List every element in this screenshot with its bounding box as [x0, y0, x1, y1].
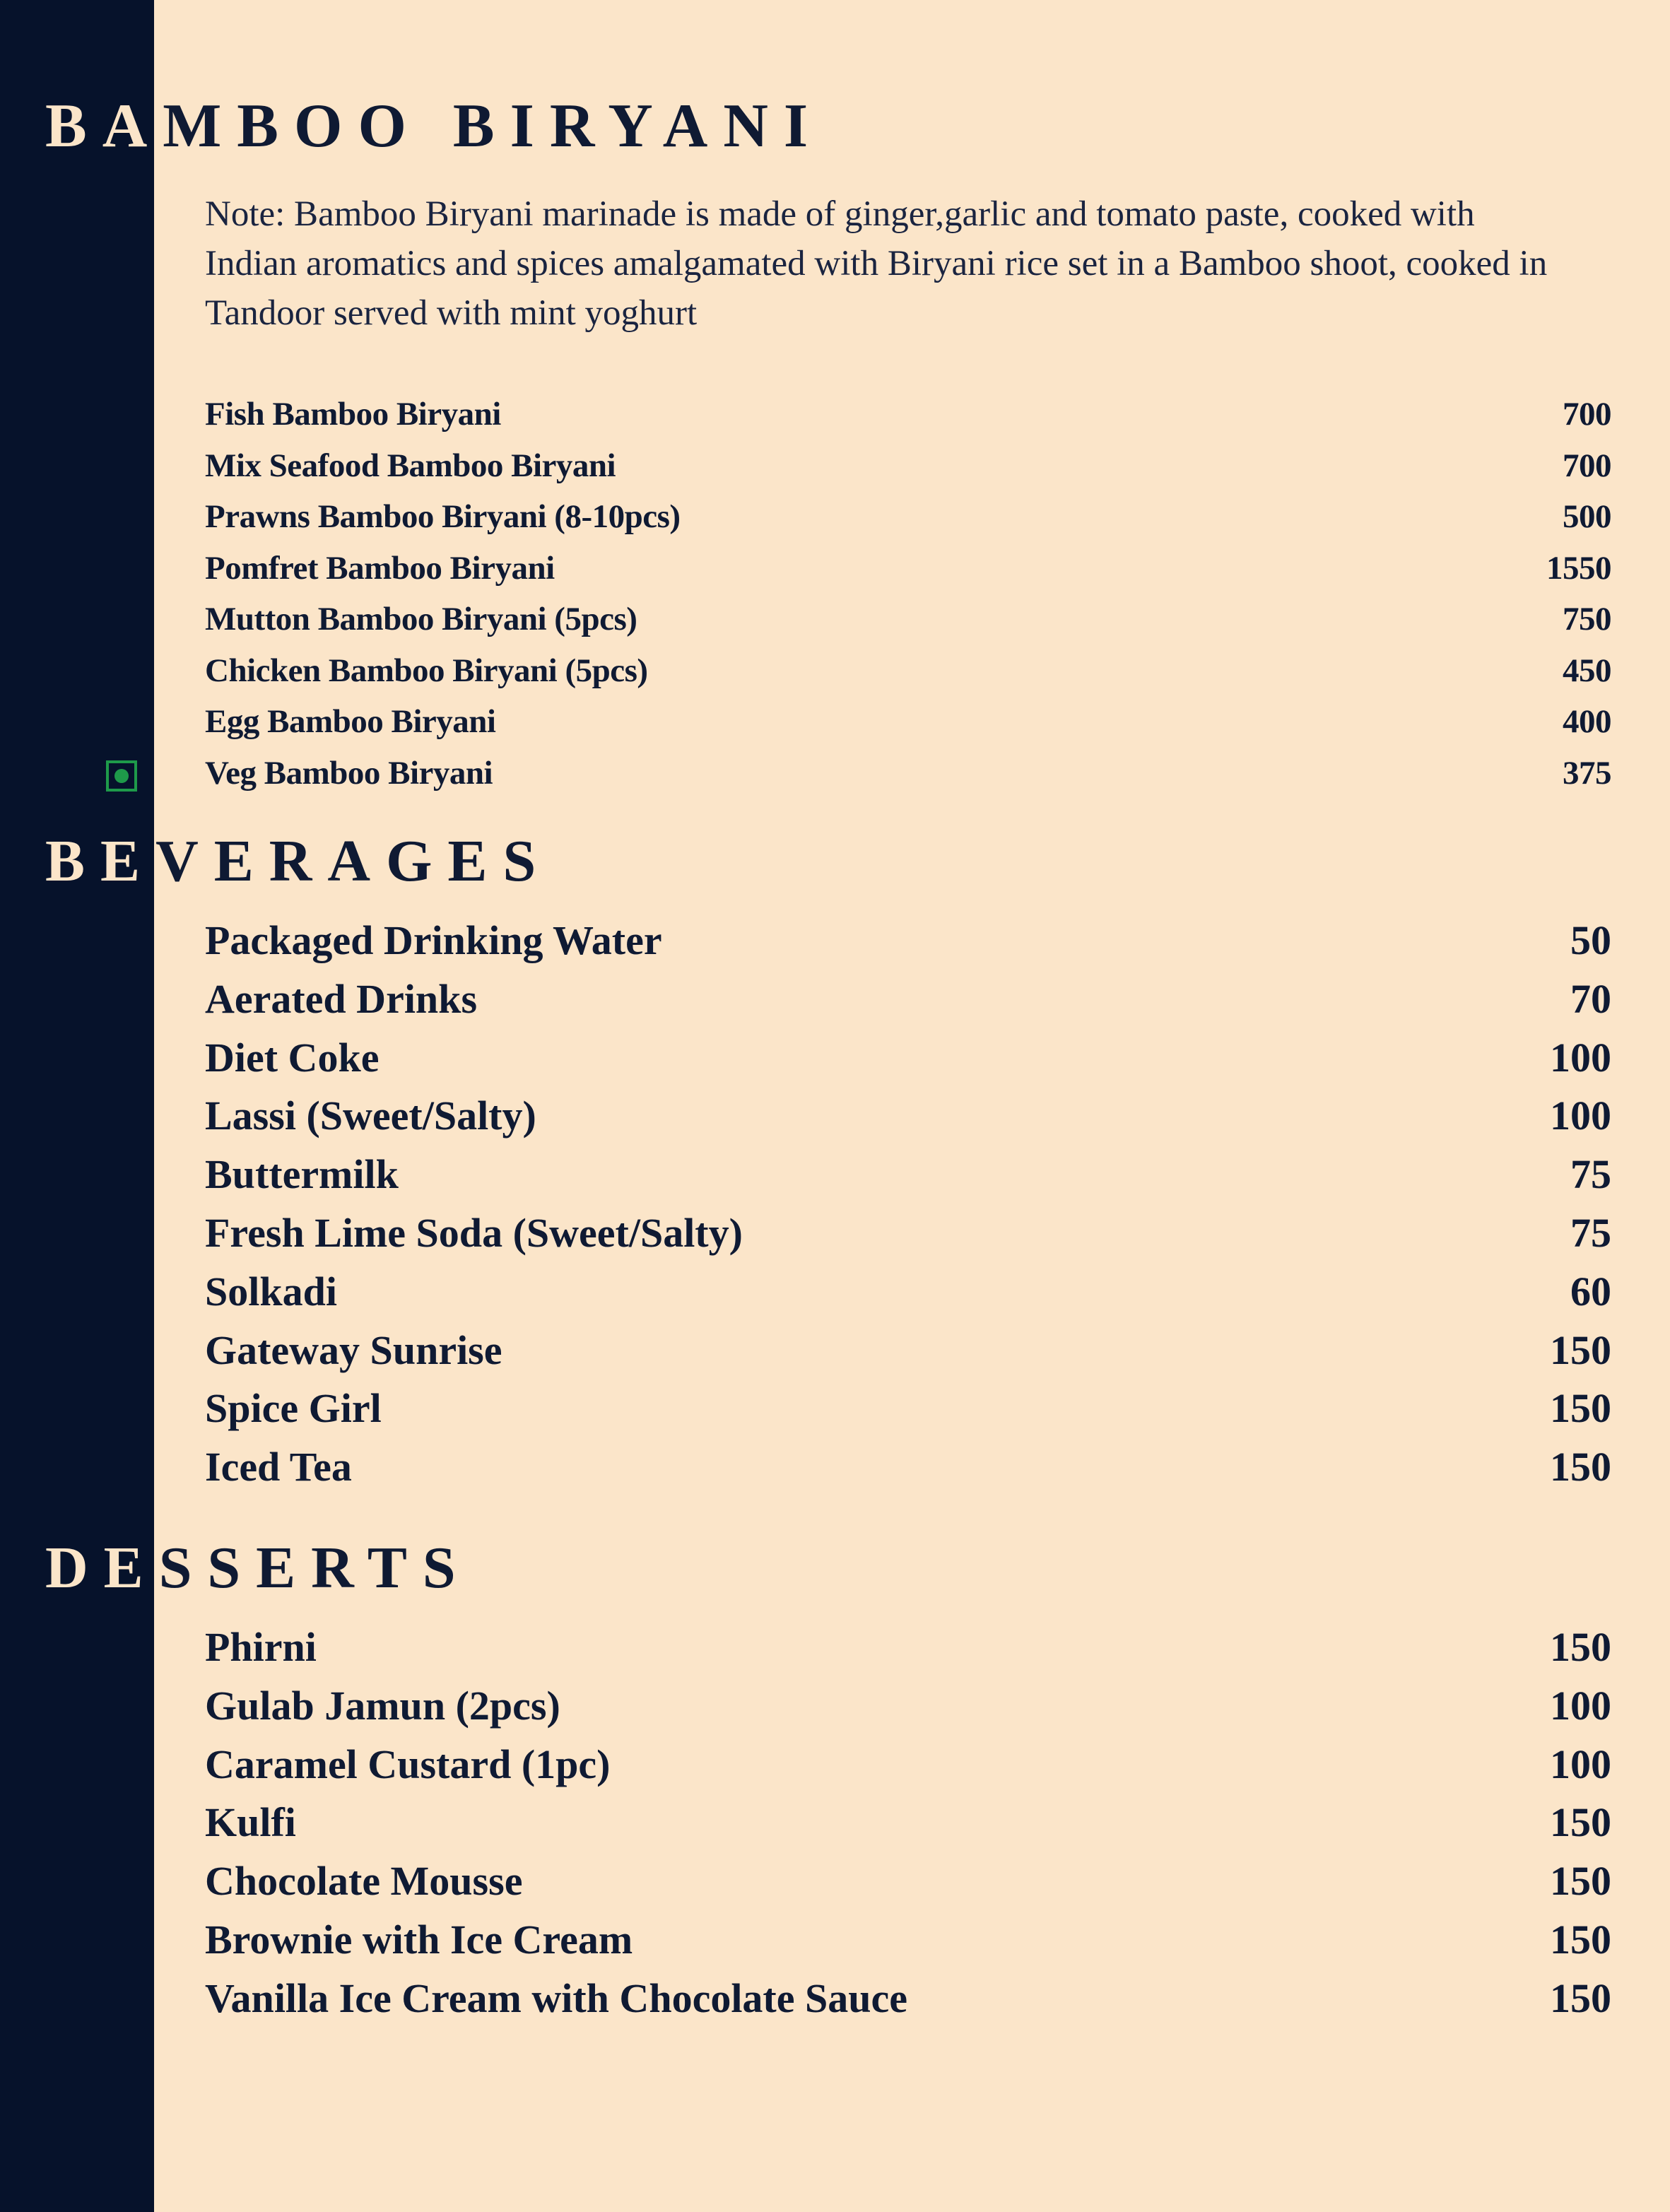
- menu-item: [205, 594, 1611, 645]
- item-name: Egg Bamboo Biryani: [205, 703, 496, 740]
- menu-item: [205, 696, 1611, 748]
- item-price: 150: [1550, 1326, 1611, 1373]
- item-name: Mutton Bamboo Biryani (5pcs): [205, 601, 637, 637]
- menu-item: [205, 645, 1611, 697]
- menu-item: [205, 1911, 1611, 1970]
- menu-item: [205, 1677, 1611, 1736]
- item-price: 450: [1563, 652, 1611, 689]
- menu-item: [205, 1263, 1611, 1322]
- item-price: 375: [1563, 754, 1611, 792]
- item-name: Mix Seafood Bamboo Biryani: [205, 447, 616, 484]
- title-part-on-band: DE: [45, 1535, 159, 1601]
- item-name: Spice Girl: [205, 1385, 382, 1432]
- item-name: Vanilla Ice Cream with Chocolate Sauce: [205, 1975, 907, 2021]
- item-name: Veg Bamboo Biryani: [205, 754, 493, 792]
- menu-item: [205, 748, 1611, 799]
- item-price: 150: [1550, 1975, 1611, 2021]
- item-price: 75: [1570, 1209, 1611, 1256]
- menu-item: [205, 1146, 1611, 1204]
- menu-item: [205, 912, 1611, 970]
- item-name: Iced Tea: [205, 1444, 352, 1490]
- title-part-on-band: BA: [45, 92, 163, 160]
- menu-item: [205, 1087, 1611, 1146]
- item-price: 150: [1550, 1444, 1611, 1490]
- item-name: Buttermilk: [205, 1151, 399, 1198]
- item-name: Diet Coke: [205, 1034, 380, 1081]
- left-navy-band: [0, 0, 154, 2212]
- item-price: 1550: [1546, 549, 1611, 587]
- item-name: Chocolate Mousse: [205, 1858, 523, 1905]
- item-price: 75: [1570, 1151, 1611, 1198]
- menu-item: [205, 543, 1611, 594]
- title-part: SSERTS: [158, 1535, 471, 1601]
- item-name: Caramel Custard (1pc): [205, 1741, 611, 1787]
- menu-item: [205, 970, 1611, 1029]
- title-part: MBOO BIRYANI: [163, 92, 824, 160]
- item-price: 700: [1563, 447, 1611, 484]
- menu-item: [205, 1029, 1611, 1088]
- item-name: Packaged Drinking Water: [205, 917, 662, 963]
- title-part-on-band: BE: [45, 828, 156, 894]
- item-price: 400: [1563, 703, 1611, 740]
- item-name: Gulab Jamun (2pcs): [205, 1682, 560, 1729]
- item-price: 100: [1550, 1093, 1611, 1139]
- menu-item: [205, 1736, 1611, 1794]
- bamboo-biryani-list: [205, 389, 1611, 799]
- item-name: Chicken Bamboo Biryani (5pcs): [205, 652, 648, 689]
- veg-dot: [114, 769, 129, 783]
- item-name: Brownie with Ice Cream: [205, 1916, 633, 1963]
- bamboo-biryani-note: Note: Bamboo Biryani marinade is made of ginger,garlic and tomato paste, cooked with Indian aromatics and spices amalgamated with Biryani rice set in a Bamboo shoot, cooked in Tandoor served with mint yoghurt: [205, 194, 1548, 333]
- item-price: 100: [1550, 1682, 1611, 1729]
- item-price: 50: [1570, 917, 1611, 963]
- item-name: Phirni: [205, 1624, 317, 1670]
- item-name: Solkadi: [205, 1268, 337, 1314]
- item-name: Kulfi: [205, 1799, 296, 1846]
- item-price: 700: [1563, 396, 1611, 433]
- item-name: Aerated Drinks: [205, 975, 478, 1022]
- menu-item: [205, 440, 1611, 492]
- menu-item: [205, 1970, 1611, 2028]
- menu-item: [205, 1322, 1611, 1380]
- item-price: 150: [1550, 1385, 1611, 1432]
- item-price: 150: [1550, 1624, 1611, 1670]
- menu-item: [205, 1204, 1611, 1263]
- item-price: 70: [1570, 975, 1611, 1022]
- item-name: Prawns Bamboo Biryani (8-10pcs): [205, 498, 681, 535]
- menu-item: [205, 1379, 1611, 1438]
- menu-item: [205, 1852, 1611, 1911]
- menu-item: [205, 1618, 1611, 1677]
- item-price: 150: [1550, 1916, 1611, 1963]
- beverages-list: [205, 912, 1611, 1497]
- section-title-beverages: [45, 827, 551, 895]
- menu-item: [205, 1794, 1611, 1852]
- item-price: 150: [1550, 1799, 1611, 1846]
- item-price: 100: [1550, 1034, 1611, 1081]
- menu-item: [205, 389, 1611, 440]
- item-name: Lassi (Sweet/Salty): [205, 1093, 536, 1139]
- section-title-bamboo-biryani: [45, 90, 823, 162]
- menu-item: [205, 491, 1611, 543]
- veg-indicator-icon: [106, 760, 137, 792]
- item-name: Fresh Lime Soda (Sweet/Salty): [205, 1209, 743, 1256]
- item-price: 750: [1563, 601, 1611, 637]
- item-name: Pomfret Bamboo Biryani: [205, 549, 555, 587]
- item-price: 500: [1563, 498, 1611, 535]
- section-title-desserts: [45, 1534, 471, 1602]
- menu-item: [205, 1438, 1611, 1497]
- item-price: 100: [1550, 1741, 1611, 1787]
- title-part: VERAGES: [155, 828, 552, 894]
- desserts-list: [205, 1618, 1611, 2028]
- item-price: 60: [1570, 1268, 1611, 1314]
- item-name: Fish Bamboo Biryani: [205, 396, 501, 433]
- item-price: 150: [1550, 1858, 1611, 1905]
- item-name: Gateway Sunrise: [205, 1326, 502, 1373]
